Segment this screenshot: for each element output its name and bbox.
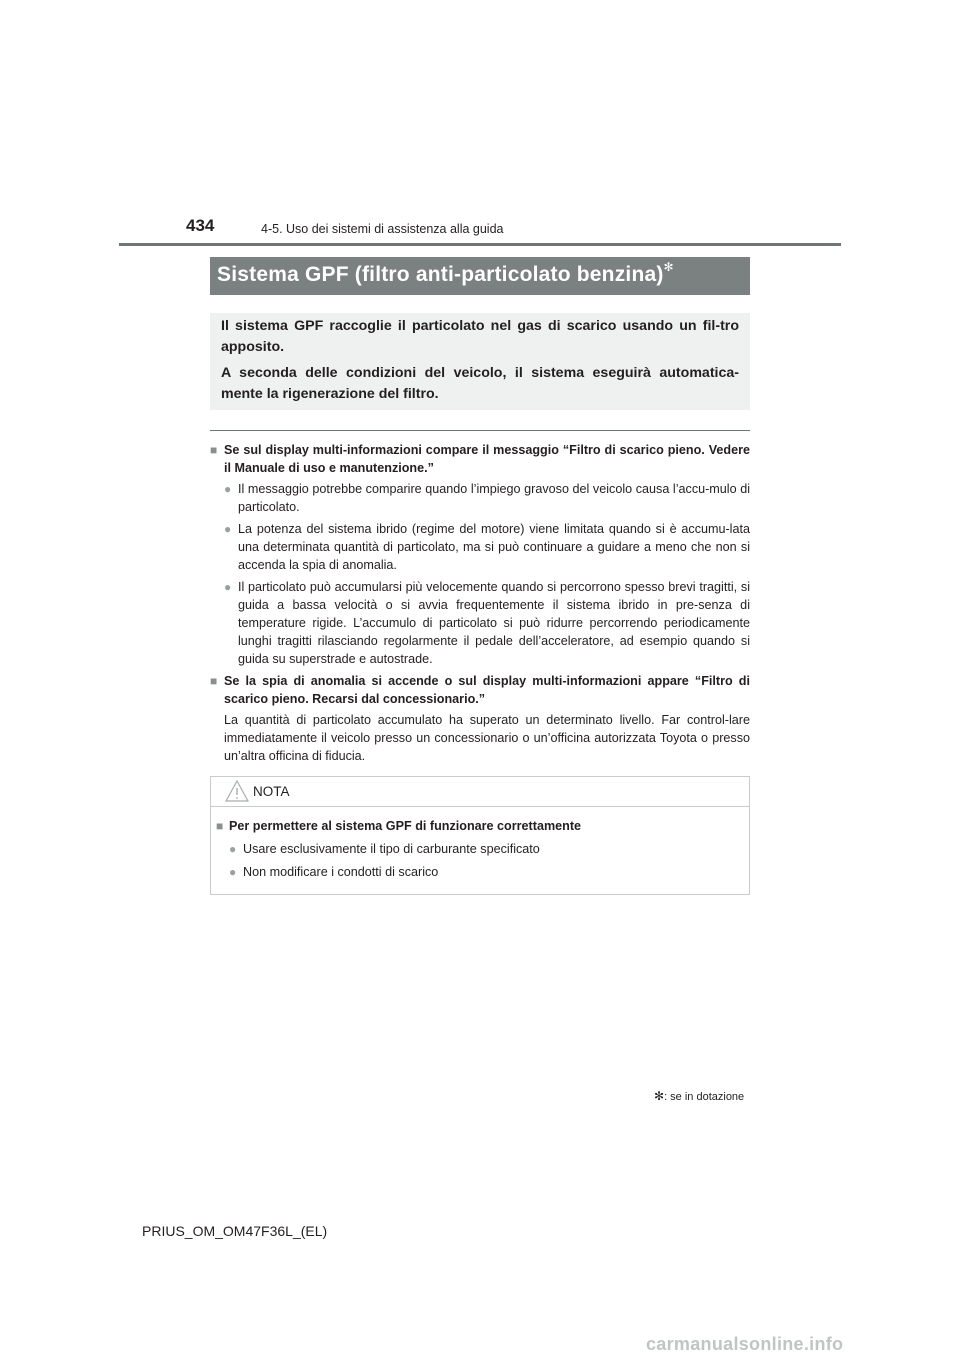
intro-box — [210, 313, 750, 410]
footnote — [654, 1089, 744, 1103]
nota-label: NOTA — [253, 784, 290, 799]
footnote-asterisk: ✻ — [654, 1089, 665, 1103]
document-code: PRIUS_OM_OM47F36L_(EL) — [142, 1223, 328, 1239]
section-2-heading-text: Se la spia di anomalia si accende o sul display multi-informazioni appare “Filtro di scarico pieno. Recarsi dal concessionario.” — [224, 674, 750, 706]
circle-bullet-icon: ● — [224, 580, 232, 594]
circle-bullet-icon: ● — [229, 865, 237, 879]
list-item — [216, 838, 736, 860]
section-1-heading-text: Se sul display multi-informazioni compare il messaggio “Filtro di scarico pieno. Vedere il Manuale di uso e manutenzione.” — [224, 443, 750, 475]
page-title — [217, 262, 674, 287]
section-2 — [210, 672, 750, 765]
square-bullet-icon: ■ — [216, 819, 224, 833]
circle-bullet-icon: ● — [224, 482, 232, 496]
title-asterisk: ✻ — [663, 260, 674, 274]
footnote-text: : se in dotazione — [664, 1091, 745, 1103]
circle-bullet-icon: ● — [229, 842, 237, 856]
section-1-heading — [210, 441, 750, 477]
nota-heading-text: Per permettere al sistema GPF di funzionare correttamente — [229, 819, 582, 833]
nota-header — [211, 777, 749, 807]
list-item — [216, 861, 736, 883]
list-item-text: Il messaggio potrebbe comparire quando l’impiego gravoso del veicolo causa l’accu-mulo di particolato. — [238, 482, 750, 514]
section-2-body: La quantità di particolato accumulato ha superato un determinato livello. Far control-lare immediatamente il veicolo presso un concessionario o un’officina autorizzata Toyota o presso un’altra officina di fiducia. — [224, 713, 750, 763]
nota-box — [210, 776, 750, 895]
intro-paragraph-1: Il sistema GPF raccoglie il particolato nel gas di scarico usando un fil-tro apposito. — [221, 318, 739, 355]
section-2-heading — [210, 672, 750, 708]
circle-bullet-icon: ● — [224, 522, 232, 536]
nota-heading — [216, 817, 736, 835]
nota-body — [216, 817, 736, 883]
separator-rule — [210, 430, 750, 431]
list-item-text: Non modificare i condotti di scarico — [243, 865, 439, 879]
square-bullet-icon: ■ — [210, 674, 218, 688]
page-number: 434 — [186, 216, 215, 235]
list-item-text: Usare esclusivamente il tipo di carburante specificato — [243, 842, 540, 856]
page-title-text: Sistema GPF (filtro anti-particolato benzina) — [217, 263, 664, 286]
list-item-text: Il particolato può accumularsi più velocemente quando si percorrono spesso brevi tragitti, si guida a bassa velocità o si avvia frequentemente il sistema ibrido in pre-senza di temperature rigide. L’accumulo di particolato si può ridurre percorrendo periodicamente lunghi tragitti rilasciando regolarmente il pedale dell’acceleratore, ad esempio quando si guida su superstrade e autostrade. — [238, 580, 750, 666]
title-bar — [210, 257, 750, 295]
list-item — [210, 480, 750, 516]
watermark: carmanualsonline.info — [646, 1334, 844, 1354]
list-item-text: La potenza del sistema ibrido (regime del motore) viene limitata quando si è accumu-lata una determinata quantità di particolato, ma si può continuare a guidare a meno che non si accenda la spia di anomalia. — [238, 522, 750, 572]
square-bullet-icon: ■ — [210, 443, 218, 457]
intro-paragraph-2: A seconda delle condizioni del veicolo, il sistema eseguirà automatica-mente la rigenerazione del filtro. — [221, 365, 739, 402]
section-title: 4-5. Uso dei sistemi di assistenza alla guida — [261, 222, 504, 236]
header-rule — [119, 243, 841, 246]
section-1 — [210, 441, 750, 668]
list-item — [210, 520, 750, 574]
warning-triangle-icon — [225, 780, 249, 802]
list-item — [210, 578, 750, 668]
